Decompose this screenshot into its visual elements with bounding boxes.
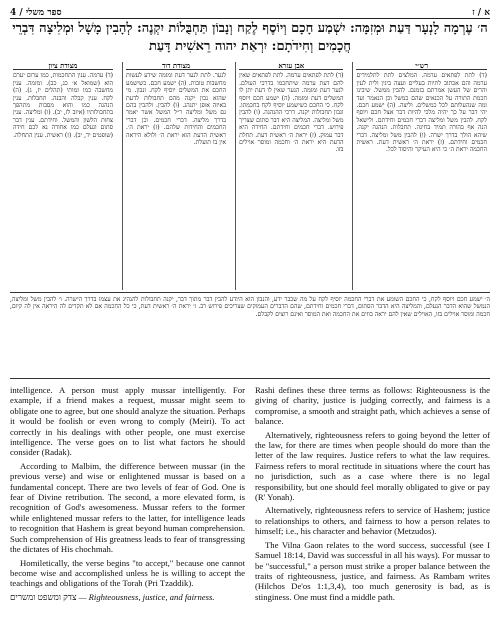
metzudas-tzion-title: מצודת ציון xyxy=(13,62,113,70)
metzudas-david-title: מצודת דוד xyxy=(126,62,226,70)
commentary-columns xyxy=(10,62,490,290)
ibn-ezra-text: (ד) לתת לפתאים ערמה. לתת לפתאים שאין להם דעת ערמה שיתחכמו בדרכי העולם. לנער דעת ומזמה. הנער שאין לו דעת יתן לו המשלים דעת ומזמה. (ה) ישמע חכם ויוסף לקח. כי החכם כשישמע יוסיף לקח בחכמתו. ונבון תחבולות יקנה. דרכי ההנהגה. (ו) להבין משל ומליצה. המליצה היא דבר סתום שצריך פירוש. דברי חכמים וחידתם. החידה היא דבר עמוק. (ז) יראת ה׳ ראשית דעת. תחלת הדעת היא יראת ה׳ וחכמה ומוסר אוילים בזו. xyxy=(239,72,344,154)
english-left-column xyxy=(10,385,245,619)
ibn-ezra-column xyxy=(235,62,346,290)
bottom-hebrew-commentary: ה׳ ישמע חכם ויוסף לקח, כי החכם השומע את דברי החכמה יוסיף לקח על מה שכבר ידע, והנבון הוא היודע להבין דבר מתוך דבר, יקנה תחבולות להנהיג את עצמו בדרך הישרה. ו׳ להבין משל ומליצה, הנמשל שהוא הדבר הנעלם, והמליצה היא הדבר הסתום, דברי חכמים וחידתם, שהם הדברים העמוקים שצריכים פירוש רב. ז׳ יראת ה׳ ראשית דעת, כי כל החכמה אם לא תקדים לה היראה אין לה קיום, חכמה ומוסר אוילים בזו, האוילים שאין להם יראה בוזים את החכמה ואת המוסר ואינם רוצים לקבלם. xyxy=(10,292,490,378)
ibn-ezra-title: אבן עזרא xyxy=(239,62,343,70)
main-verse: ה׳ עֶרְמָה לָנְעָר דַּעַת וּמְזִמָּה: יִשְׁמַע חָכָם וְיוֹסֶף לֶקַח וְנָבוֹן תַּחְבֻּלוֹת יִקְנֶה: לְהָבִין מָשָׁל וּמְלִיצָה דִּבְרֵי חֲכָמִים וְחִידֹתָם: יִרְאַת יהוה רֵאשִׁית דָּעַת xyxy=(12,21,488,54)
english-left-paragraph: intelligence. A person must apply mussar intelligently. For example, if a friend makes a request, mussar might seem to obligate one to agree, but one should analyze the situation. Perhaps it would be foolish or even wrong to comply (Meiri). To act correctly in his dealings with other people, one must exercise intelligence. The verse goes on to list what factors he should consider (Radak). xyxy=(10,385,245,458)
rashi-column xyxy=(352,62,490,290)
english-left-paragraph: According to Malbim, the difference between mussar (in the previous verse) and wise or enlightened mussar is based on a fundamental concept. There are two levels of fear of God. One is fear of Divine retribution. The second, a more elevated form, is recognition of God's awesomeness. Mussar refers to the former while enlightened mussar refers to the latter, for intelligence leads to recognition that Hashem is great beyond human comprehension. Such comprehension of His greatness leads to fear of transgressing the dictates of His chochmah. xyxy=(10,460,245,555)
metzudas-tzion-text: (ד) ערמה. ענין התחכמות, כמו ערום יערם הוא (שמואל א׳ כג, כב). ומזמה. ענין מחשבה כמו זמותי (תהלים יז, ג). (ה) לקח. ענין קבלה והבנה. תחבלות. ענין הנהגה כמו והוא מסבות מתהפך בתחבולותיו (איוב לז, יב). (ו) ומליצה. ענין צחות הלשון והמשל. וחידתם. ענין דבר סתום ונעלם כמו אחודה נא לכם חידה (שופטים יד, יב). (ז) ראשית. ענין התחלה. xyxy=(13,72,114,139)
metzudas-david-text: לנער. לתת לנער דעת ומזמה שידע לעשות מחשבות טובות. (ה) ישמע חכם. כשישמע החכם את המשלים יוסיף לקח. ונבון. מי שהוא נבון יקנה מהם תחבולות לדעת באיזה אופן יתנהג. (ו) להבין. ולהבין בהם גם משל ומליצה ר״ל המשל אשר יאמר בדרך מליצה. דברי חכמים. וכן דברי החכמים והחידות שלהם. (ז) יראת ה׳. ראשית הדעת הוא יראת ה׳ ולולא היראה אין בו תועלת. xyxy=(126,72,227,147)
rashi-title: רש״י xyxy=(356,62,487,70)
english-right-paragraph: Alternatively, righteousness refers to service of Hashem; justice to relationships to others, and fairness to how a person relates to himself; i.e., his character and behavior (Metzudos). xyxy=(255,505,490,537)
english-commentary xyxy=(10,378,490,619)
english-right-column xyxy=(255,385,490,619)
header-right: א / ז xyxy=(472,7,490,18)
verse-heading xyxy=(10,592,245,602)
metzudas-tzion-column xyxy=(10,62,116,290)
metzudas-david-column xyxy=(122,62,229,290)
english-right-paragraph: Alternatively, righteousness refers to going beyond the letter of the law, for there are times when people should do more than the letter of the law requires. Justice refers to what the law requires. Fairness refers to moral rectitude in situations where the court has no jurisdiction, such as a case where there is no legal responsibility, but one should feel morally obligated to give or pay (R' Yonah). xyxy=(255,429,490,503)
verse-heading-hebrew: צדק ומשפט ומשרים xyxy=(10,591,77,602)
english-right-paragraph: The Vilna Gaon relates to the word success, successful (see I Samuel 18:14, David was successful in all his ways). For mussar to be "successful," a person must strike a proper balance between the traits of righteousness, justice, and fairness. As Rambam writes (Hilchos De'os 1:1,3,4), too much generosity is bad, as is stinginess. One must find a middle path. xyxy=(255,539,490,602)
english-left-paragraph: Homiletically, the verse begins "to accept," because one cannot become wise and accomplished unless he is willing to accept the teachings and obligations of the Torah (Pri Tzaddik). xyxy=(10,557,245,589)
rashi-text: (ד) לתת לפתאים ערמה. המלצים לתת לתלמידים ערמה והם אכתוב לתיות בעליים ועצה ביגין ולית לעין והרים של העשן אמרתם בזמנם. להבין ממשל. שיבינו חכמת התורה על הכנאים שהם כמשל וכן הנאמר ועד ומה שנהעלותם לכל כמשלים. וליצה. (ה) ישמע חכם. יהי דבר על כך יהיה מלכי להיות דבר אצל חכם ויוסף לקח. להבין משל ומליצה דברי חכמים וחידתם. ולישאל הנה אף בהורה תמיד בחינה. תחבלות. הנהגה יקנה. שיהא הולך בדרך ישרה. (ו) להבין משל ומליצה. דברי חכמים וחידתם. (ז) יראת ה׳ ראשית דעת. ראשית החכמה יראת ה׳ כי היא העיקר והיסוד לכל. xyxy=(356,72,487,154)
page-header xyxy=(10,6,490,19)
header-left: 4 / ספר משלי xyxy=(10,7,62,18)
verse-heading-english: — Righteousness, justice, and fairness. xyxy=(76,591,215,602)
english-right-paragraph: Rashi defines these three terms as follows: Righteousness is the giving of charity, justice is judging correctly, and fairness is a compromise, a smooth and straight path, which achieves a sense of balance. xyxy=(255,385,490,427)
